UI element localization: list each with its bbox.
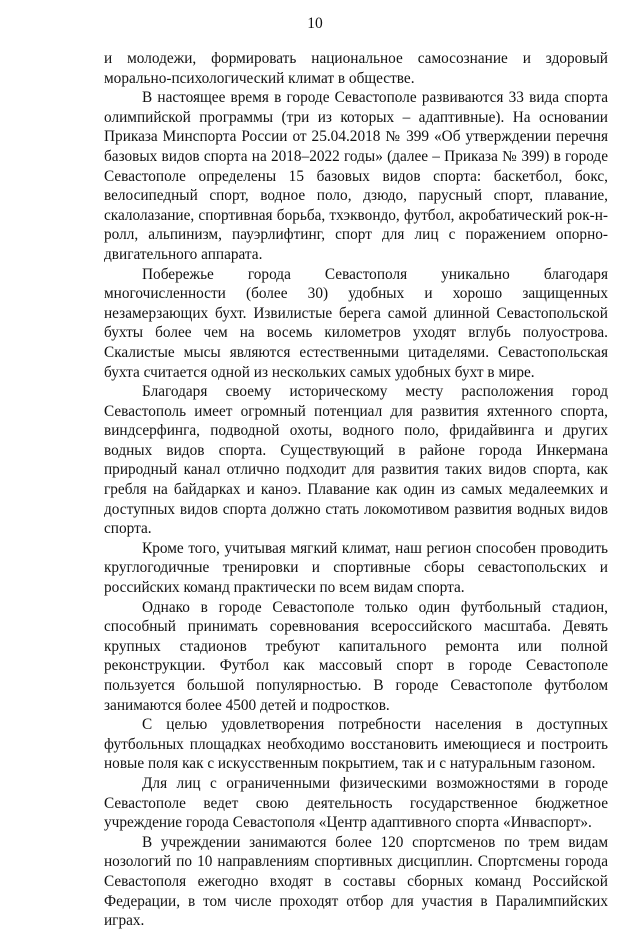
paragraph-continuation: и молодежи, формировать национальное самосознание и здоровый морально-психологический климат в обществе. [104,50,608,87]
paragraph-football-fields: С целью удовлетворения потребности населения в доступных футбольных площадках необходимо восстановить имеющиеся и построить новые поля как с искусственным покрытием, так и с натуральным газоном. [104,716,608,773]
paragraph-water-sports: Благодаря своему историческому месту расположения город Севастополь имеет огромный потенциал для развития яхтенного спорта, виндсерфинга, подводной охоты, водного поло, фридайвинга и других водных видов спорта. Существующий в районе города Инкермана природный канал отлично подходит для развития таких видов спорта, как гребля на байдарках и каноэ. Плавание как один из самых медалеемких и доступных видов спорта должно стать локомотивом развития водных видов спорта. [104,383,608,538]
paragraph-football-stadiums: Однако в городе Севастополе только один футбольный стадион, способный принимать соревнования всероссийского масштаба. Девять крупных стадионов требуют капитального ремонта или полной реконструкции. Футбол как массовый спорт в городе Севастополе пользуется большой популярностью. В городе Севастополе футболом занимаются более 4500 детей и подростков. [104,598,608,714]
document-body [104,49,608,931]
paragraph-paralympic-athletes: В учреждении занимаются более 120 спортсменов по трем видам нозологий по 10 направлениям спортивных дисциплин. Спортсмены города Севастополя ежегодно входят в составы сборных команд Российской Федерации, в том числе проходят отбор для участия в Паралимпийских играх. [104,833,608,930]
paragraph-coastline-bays: Побережье города Севастополя уникально благодаря многочисленности (более 30) удобных и хорошо защищенных незамерзающих бухт. Извилистые берега самой длинной Севастопольской бухты более чем на восемь километров уходят вглубь полуострова. Скалистые мысы являются естественными цитаделями. Севастопольская бухта считается одной из нескольких самых удобных бухт в мире. [104,265,608,381]
paragraph-olympic-sports: В настоящее время в городе Севастополе развиваются 33 вида спорта олимпийской программы (три из которых – адаптивные). На основании Приказа Минспорта России от 25.04.2018 № 399 «Об утверждении перечня базовых видов спорта на 2018–2022 годы» (далее – Приказа № 399) в городе Севастополе определены 15 базовых видов спорта: баскетбол, бокс, велосипедный спорт, водное поло, дзюдо, парусный спорт, плавание, скалолазание, спортивная борьба, тхэквондо, футбол, акробатический рок-н-ролл, альпинизм, пауэрлифтинг, спорт для лиц с поражением опорно-двигательного аппарата. [104,89,608,263]
paragraph-climate-training: Кроме того, учитывая мягкий климат, наш регион способен проводить круглогодичные тренировки и спортивные сборы севастопольских и российских команд практически по всем видам спорта. [104,539,608,597]
paragraph-adaptive-sports-center: Для лиц с ограниченными физическими возможностями в городе Севастополе ведет свою деятельность государственное бюджетное учреждение города Севастополя «Центр адаптивного спорта «Инваспорт». [104,774,608,832]
page-number: 10 [307,15,323,32]
